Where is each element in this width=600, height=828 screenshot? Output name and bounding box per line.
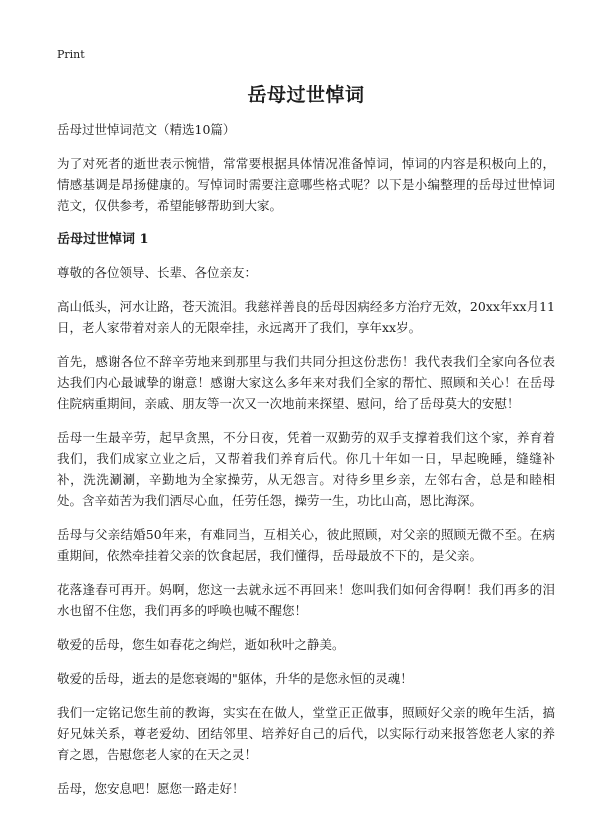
paragraph-7: 敬爱的岳母，逝去的是您衰竭的"躯体，升华的是您永恒的灵魂！ xyxy=(57,671,413,686)
paragraph-4: 岳母与父亲结婚50年来，有难同当，互相关心，彼此照顾，对父亲的照顾无微不至。在病重期间，依然牵挂着父亲的饮食起居，我们懂得，岳母最放不下的，是父亲。 xyxy=(57,527,555,563)
paragraph-closing: 岳母，您安息吧！愿您一路走好！ xyxy=(57,781,245,796)
subtitle: 岳母过世悼词范文（精选10篇） xyxy=(57,122,236,137)
paragraph-8: 我们一定铭记您生前的教诲，实实在在做人，堂堂正正做事，照顾好父亲的晚年生活，搞好兄妹关系，尊老爱幼、团结邻里、培养好自己的后代，以实际行动来报答您老人家的养育之恩，告慰您老人家的在天之灵！ xyxy=(57,705,555,762)
print-link[interactable]: Print xyxy=(57,48,85,61)
paragraph-2: 首先，感谢各位不辞辛劳地来到那里与我们共同分担这份悲伤！我代表我们全家向各位表达我们内心最诚挚的谢意！感谢大家这么多年来对我们全家的帮忙、照顾和关心！在岳母住院病重期间，亲戚、朋友等一次又一次地前来探望、慰问，给了岳母莫大的安慰！ xyxy=(57,354,555,411)
intro-paragraph: 为了对死者的逝世表示惋惜，常常要根据具体情况准备悼词，悼词的内容是积极向上的，情感基调是昂扬健康的。写悼词时需要注意哪些格式呢？以下是小编整理的岳母过世悼词范文，仅供参考，希望能够帮助到大家。 xyxy=(57,156,555,213)
paragraph-5: 花落逢春可再开。妈啊，您这一去就永远不再回来！您叫我们如何舍得啊！我们再多的泪水也留不住您，我们再多的呼唤也喊不醒您！ xyxy=(57,582,555,618)
paragraph-3: 岳母一生最辛劳，起早贪黑，不分日夜，凭着一双勤劳的双手支撑着我们这个家，养育着我们，我们成家立业之后，又帮着我们养育后代。你几十年如一日，早起晚睡，缝缝补补，洗洗涮涮，辛勤地为全家操劳，从无怨言。对待乡里乡亲，左邻右舍，总是和睦相处。含辛茹苦为我们洒尽心血，任劳任怨，操劳一生，功比山高，恩比海深。 xyxy=(57,430,555,508)
paragraph-salutation: 尊敬的各位领导、长辈、各位亲友： xyxy=(57,265,258,280)
document-body xyxy=(57,119,555,812)
paragraph-1: 高山低头，河水让路，苍天流泪。我慈祥善良的岳母因病经多方治疗无效，20xx年xx月11日，老人家带着对亲人的无限牵挂，永远离开了我们，享年xx岁。 xyxy=(57,299,555,335)
page-title: 岳母过世悼词 xyxy=(247,84,365,106)
paragraph-6: 敬爱的岳母，您生如春花之绚烂，逝如秋叶之静美。 xyxy=(57,637,345,652)
section-heading: 岳母过世悼词 1 xyxy=(57,232,149,247)
